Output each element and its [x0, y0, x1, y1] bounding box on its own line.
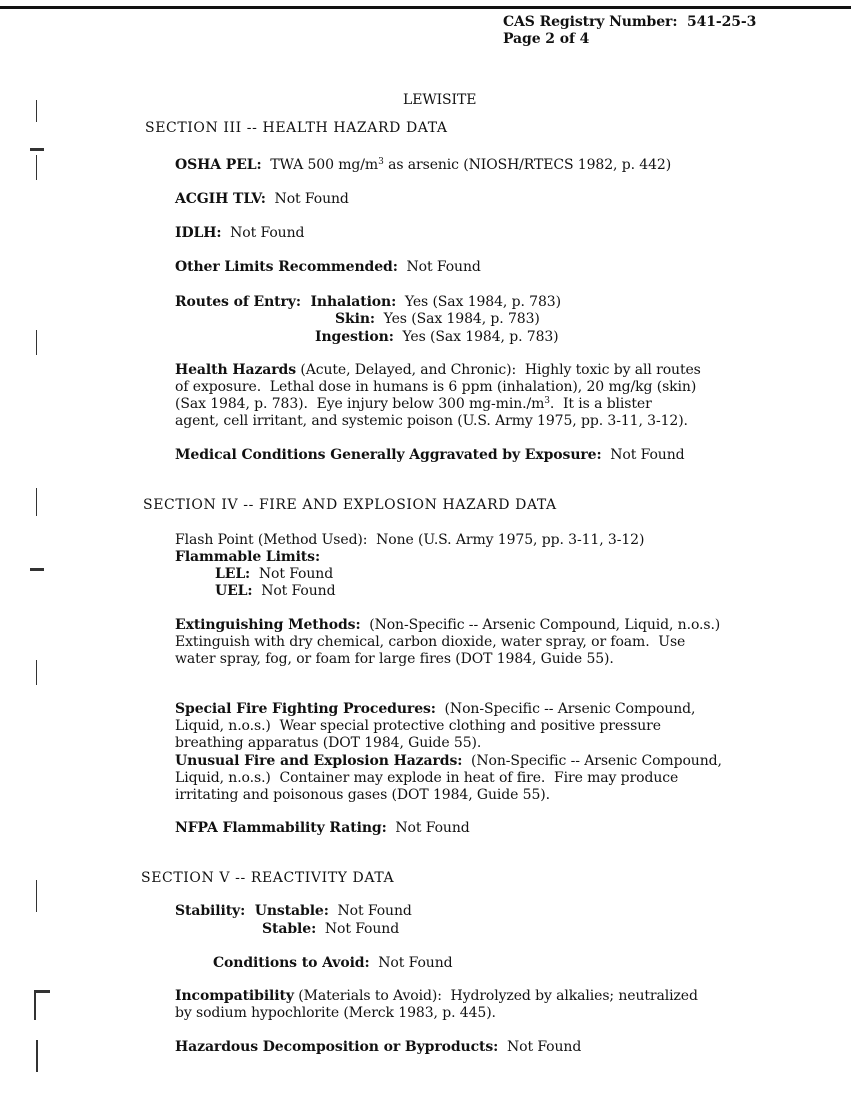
text-line — [262, 921, 399, 938]
text-segment: Not Found — [252, 583, 336, 599]
field-label: Ingestion: — [315, 329, 394, 345]
text-segment: Not Found — [386, 820, 470, 836]
superscript: 3 — [378, 157, 384, 167]
scan-mark — [30, 568, 44, 571]
text-line — [175, 532, 644, 549]
scan-mark — [34, 990, 36, 1020]
text-line — [175, 820, 470, 837]
text-line — [175, 413, 688, 430]
field-label: Routes of Entry: Inhalation: — [175, 294, 397, 310]
text-line — [175, 903, 412, 920]
field-label: LEL: — [215, 566, 251, 582]
scan-mark — [36, 1040, 38, 1072]
scan-mark — [36, 100, 37, 122]
text-segment: agent, cell irritant, and systemic poison (U.S. Army 1975, pp. 3-11, 3-12). — [175, 413, 688, 429]
scan-mark — [36, 330, 37, 355]
field-label: Medical Conditions Generally Aggravated by Exposure: — [175, 447, 602, 463]
text-segment: (Non-Specific -- Arsenic Compound, — [462, 753, 722, 769]
text-line — [175, 753, 722, 770]
section-heading — [145, 120, 448, 137]
text-line — [175, 651, 614, 668]
text-line — [175, 787, 550, 804]
text-segment: Not Found — [601, 447, 685, 463]
text-line — [175, 259, 481, 276]
text-line — [213, 955, 452, 972]
field-label: IDLH: — [175, 225, 222, 241]
text-line — [215, 583, 335, 600]
section-heading — [143, 497, 557, 514]
field-label: NFPA Flammability Rating: — [175, 820, 387, 836]
section-heading — [141, 870, 394, 887]
superscript: 3 — [544, 396, 550, 406]
field-label: Stability: Unstable: — [175, 903, 329, 919]
text-segment: (Acute, Delayed, and Chronic): Highly toxic by all routes — [296, 362, 701, 378]
text-segment: Flash Point (Method Used): None (U.S. Army 1975, pp. 3-11, 3-12) — [175, 532, 645, 548]
field-label: Special Fire Fighting Procedures: — [175, 701, 436, 717]
text-segment: Liquid, n.o.s.) Wear special protective clothing and positive pressure — [175, 718, 661, 734]
text-segment: Not Found — [221, 225, 305, 241]
text-segment: irritating and poisonous gases (DOT 1984, Guide 55). — [175, 787, 550, 803]
text-line — [315, 329, 559, 346]
text-line — [175, 362, 701, 379]
field-label: UEL: — [215, 583, 253, 599]
text-segment: Yes (Sax 1984, p. 783) — [396, 294, 561, 310]
field-label: Hazardous Decomposition or Byproducts: — [175, 1039, 499, 1055]
text-segment: SECTION III -- HEALTH HAZARD DATA — [145, 120, 448, 136]
text-line — [215, 566, 333, 583]
text-segment: Yes (Sax 1984, p. 783) — [374, 311, 540, 327]
text-segment: water spray, fog, or foam for large fires (DOT 1984, Guide 55). — [175, 651, 614, 667]
field-label: Incompatibility — [175, 988, 294, 1004]
field-label: Conditions to Avoid: — [213, 955, 370, 971]
field-label: Extinguishing Methods: — [175, 617, 361, 633]
field-label: Stable: — [262, 921, 317, 937]
text-line — [175, 988, 698, 1005]
text-line — [175, 157, 671, 174]
text-segment: Extinguish with dry chemical, carbon dioxide, water spray, or foam. Use — [175, 634, 686, 650]
scan-mark — [36, 488, 37, 516]
text-line — [175, 617, 720, 634]
text-segment: breathing apparatus (DOT 1984, Guide 55). — [175, 735, 482, 751]
text-line — [175, 718, 661, 735]
text-segment: (Non-Specific -- Arsenic Compound, — [435, 701, 696, 717]
scan-mark — [30, 148, 44, 151]
text-line — [175, 379, 696, 396]
field-label: Skin: — [335, 311, 375, 327]
scan-mark — [36, 660, 37, 685]
text-segment: Not Found — [250, 566, 334, 582]
text-line — [175, 447, 685, 464]
scan-mark — [34, 990, 50, 993]
text-segment: as arsenic (NIOSH/RTECS 1982, p. 442) — [383, 157, 672, 173]
text-segment: Yes (Sax 1984, p. 783) — [393, 329, 559, 345]
text-line — [175, 1005, 496, 1022]
top-rule — [0, 6, 851, 9]
scan-mark — [36, 155, 37, 180]
text-line — [175, 770, 678, 787]
page-number: Page 2 of 4 — [503, 31, 590, 47]
field-label: Other Limits Recommended: — [175, 259, 398, 275]
field-label: Health Hazards — [175, 362, 297, 378]
text-segment: Not Found — [498, 1039, 582, 1055]
text-segment: SECTION IV -- FIRE AND EXPLOSION HAZARD DATA — [143, 497, 557, 513]
text-segment: . It is a blister — [549, 396, 652, 412]
scan-mark — [36, 880, 37, 912]
text-segment: Not Found — [316, 921, 400, 937]
text-line — [175, 549, 320, 566]
cas-registry-number: CAS Registry Number: 541-25-3 — [503, 14, 757, 30]
text-line — [175, 191, 349, 208]
text-segment: Not Found — [328, 903, 412, 919]
text-segment: Liquid, n.o.s.) Container may explode in heat of fire. Fire may produce — [175, 770, 679, 786]
field-label: ACGIH TLV: — [175, 191, 266, 207]
text-segment: SECTION V -- REACTIVITY DATA — [141, 870, 395, 886]
text-segment: (Materials to Avoid): Hydrolyzed by alkalies; neutralized — [293, 988, 698, 1004]
text-segment: Not Found — [397, 259, 481, 275]
text-line — [175, 701, 695, 718]
text-line — [175, 1039, 581, 1056]
field-label: Unusual Fire and Explosion Hazards: — [175, 753, 463, 769]
field-label: OSHA PEL: — [175, 157, 262, 173]
text-segment: (Non-Specific -- Arsenic Compound, Liquid, n.o.s.) — [360, 617, 721, 633]
text-line — [175, 396, 652, 413]
text-line — [175, 225, 304, 242]
text-line — [335, 311, 540, 328]
text-segment: of exposure. Lethal dose in humans is 6 ppm (inhalation), 20 mg/kg (skin) — [175, 379, 697, 395]
text-segment: TWA 500 mg/m — [261, 157, 379, 173]
text-segment: Not Found — [265, 191, 349, 207]
text-line — [175, 735, 481, 752]
text-line — [175, 634, 685, 651]
text-segment: Not Found — [369, 955, 453, 971]
field-label: Flammable Limits: — [175, 549, 321, 565]
text-line — [175, 294, 561, 311]
text-segment: (Sax 1984, p. 783). Eye injury below 300 mg-min./m — [175, 396, 545, 412]
text-segment: by sodium hypochlorite (Merck 1983, p. 445). — [175, 1005, 496, 1021]
document-title: LEWISITE — [403, 92, 477, 108]
